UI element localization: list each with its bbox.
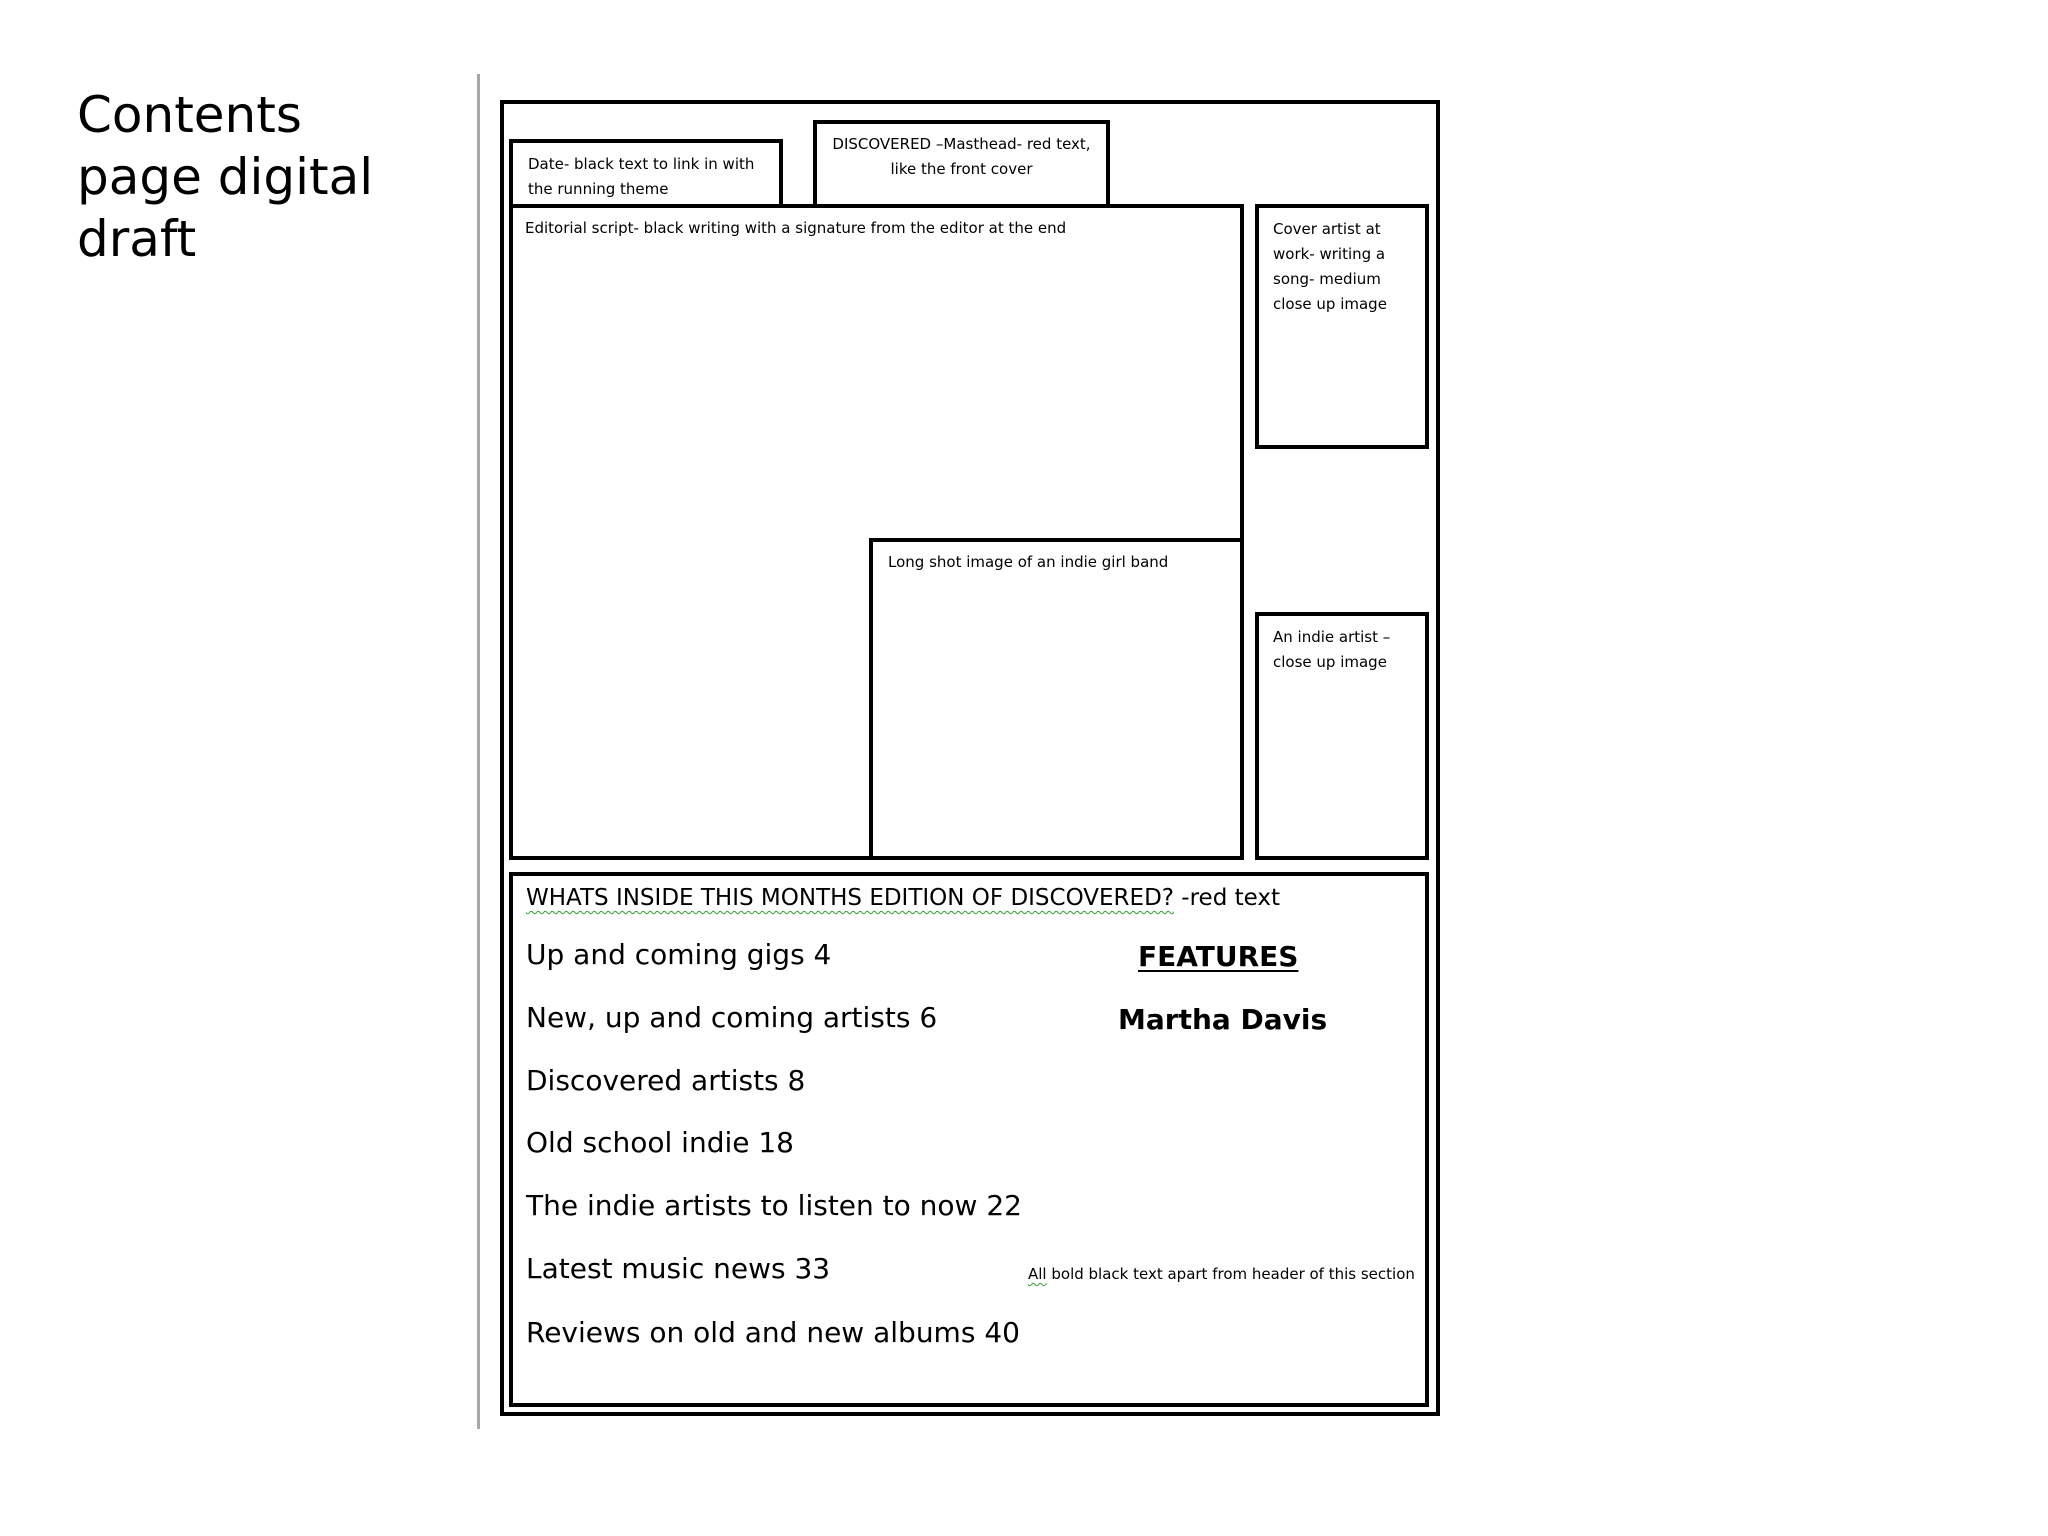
cover-artist-note-line: song- medium xyxy=(1273,270,1381,288)
cover-artist-image-box xyxy=(1255,204,1429,449)
contents-item: Discovered artists 8 xyxy=(526,1064,806,1097)
slide-title-line: Contents xyxy=(77,86,302,144)
long-shot-note: Long shot image of an indie girl band xyxy=(888,553,1169,571)
masthead-box xyxy=(813,120,1110,208)
cover-artist-note-line: close up image xyxy=(1273,295,1387,313)
contents-header-main: WHATS INSIDE THIS MONTHS EDITION OF DISCOVERED? xyxy=(526,885,1174,911)
cover-artist-note-line: work- writing a xyxy=(1273,245,1386,263)
indie-artist-image-box xyxy=(1255,612,1429,860)
section-style-note xyxy=(1028,1265,1415,1283)
slide-title-line: draft xyxy=(77,210,197,268)
contents-item: Latest music news 33 xyxy=(526,1252,831,1285)
slide-title xyxy=(77,84,407,270)
contents-item: The indie artists to listen to now 22 xyxy=(526,1189,1022,1222)
contents-item: Old school indie 18 xyxy=(526,1126,794,1159)
long-shot-image-box xyxy=(869,538,1244,860)
contents-header-suffix: -red text xyxy=(1174,885,1281,911)
editorial-note: Editorial script- black writing with a signature from the editor at the end xyxy=(525,219,1067,237)
masthead-note-line: like the front cover xyxy=(890,160,1033,178)
section-note-prefix: All xyxy=(1028,1265,1047,1283)
masthead-note-line: DISCOVERED –Masthead- red text, xyxy=(832,135,1091,153)
indie-artist-note-line: close up image xyxy=(1273,653,1387,671)
contents-item: Up and coming gigs 4 xyxy=(526,938,832,971)
slide-title-line: page digital xyxy=(77,148,374,206)
contents-item: New, up and coming artists 6 xyxy=(526,1001,938,1034)
contents-header xyxy=(526,885,1280,911)
date-note-line: the running theme xyxy=(528,180,669,198)
indie-artist-note-line: An indie artist – xyxy=(1273,628,1391,646)
features-heading: FEATURES xyxy=(1138,940,1299,973)
section-note-rest: bold black text apart from header of this section xyxy=(1046,1265,1415,1283)
contents-item: Reviews on old and new albums 40 xyxy=(526,1316,1020,1349)
feature-artist-name: Martha Davis xyxy=(1118,1003,1328,1036)
vertical-divider xyxy=(477,74,480,1429)
date-box xyxy=(509,139,783,208)
cover-artist-note-line: Cover artist at xyxy=(1273,220,1381,238)
date-note-line: Date- black text to link in with xyxy=(528,155,755,173)
